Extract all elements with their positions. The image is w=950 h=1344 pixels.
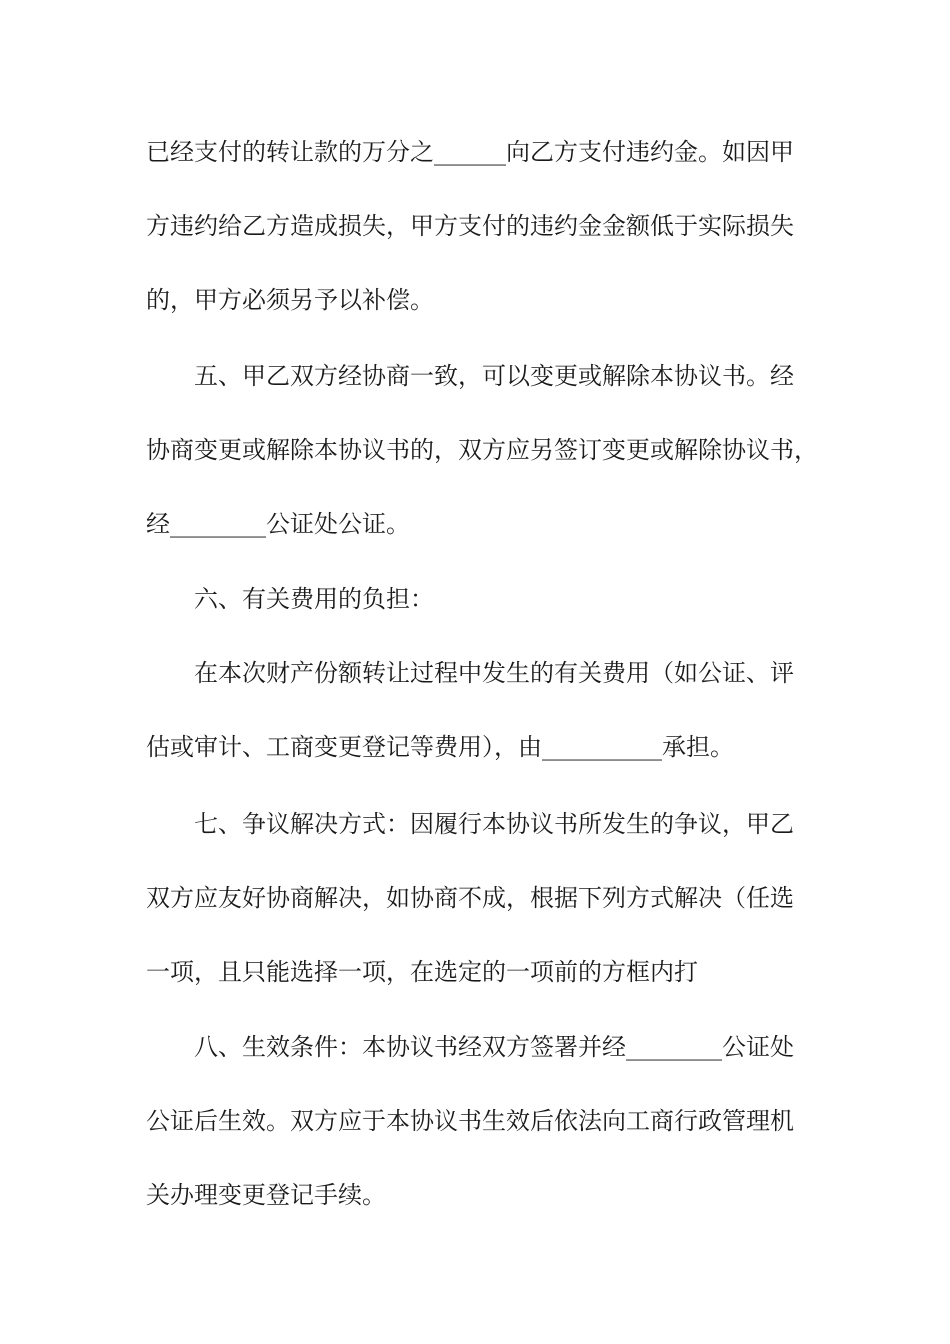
section-six-heading: 六、有关费用的负担：: [194, 585, 434, 613]
section-eight-heading-line: 八、生效条件：本协议书经双方签署并经________公证处: [194, 1033, 794, 1061]
text-line: 关办理变更登记手续。: [146, 1181, 386, 1209]
section-five-heading-line: 五、甲乙双方经协商一致，可以变更或解除本协议书。经: [194, 362, 794, 390]
text-line: 估或审计、工商变更登记等费用），由__________承担。: [146, 733, 734, 761]
text-line: 方违约给乙方造成损失，甲方支付的违约金金额低于实际损失: [146, 212, 794, 240]
text-line: 双方应友好协商解决，如协商不成，根据下列方式解决（任选: [146, 884, 794, 912]
text-line: 协商变更或解除本协议书的，双方应另签订变更或解除协议书，: [146, 436, 818, 464]
text-line: 经________公证处公证。: [146, 510, 410, 538]
section-seven-heading-line: 七、争议解决方式：因履行本协议书所发生的争议，甲乙: [194, 810, 794, 838]
text-line: 的，甲方必须另予以补偿。: [146, 286, 434, 314]
text-line: 已经支付的转让款的万分之______向乙方支付违约金。如因甲: [146, 138, 794, 166]
text-line: 在本次财产份额转让过程中发生的有关费用（如公证、评: [194, 659, 794, 687]
text-line: 一项，且只能选择一项，在选定的一项前的方框内打: [146, 958, 698, 986]
text-line: 公证后生效。双方应于本协议书生效后依法向工商行政管理机: [146, 1107, 794, 1135]
